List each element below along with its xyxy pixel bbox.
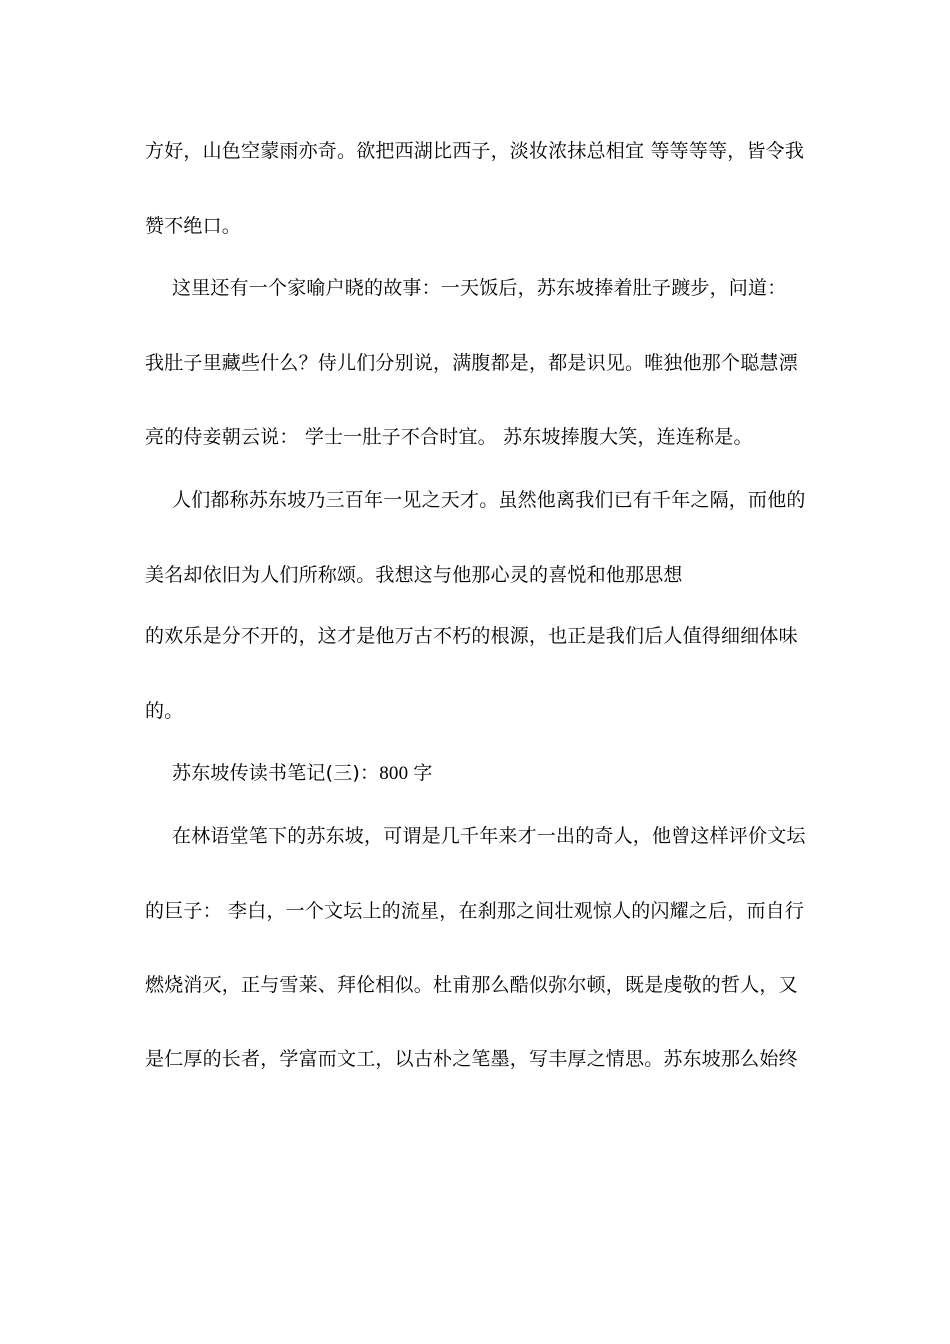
paragraph-line: 燃烧消灭，正与雪莱、拜伦相似。杜甫那么酷似弥尔顿，既是虔敬的哲人，又	[145, 974, 798, 996]
paragraph-line: 这里还有一个家喻户晓的故事：一天饭后，苏东坡捧着肚子踱步，问道：	[172, 277, 787, 299]
section-heading-title: 苏东坡传读书笔记(三)：	[172, 762, 380, 784]
section-heading	[172, 760, 433, 787]
paragraph-line: 亮的侍妾朝云说： 学士一肚子不合时宜。 苏东坡捧腹大笑，连连称是。	[145, 426, 753, 448]
paragraph-line: 方好，山色空蒙雨亦奇。欲把西湖比西子，淡妆浓抹总相宜 等等等等，皆令我	[145, 140, 805, 162]
paragraph-line: 在林语堂笔下的苏东坡，可谓是几千年来才一出的奇人，他曾这样评价文坛	[172, 825, 806, 847]
paragraph-line: 美名却依旧为人们所称颂。我想这与他那心灵的喜悦和他那思想	[145, 564, 683, 586]
paragraph-line: 的欢乐是分不开的，这才是他万古不朽的根源，也正是我们后人值得细细体味	[145, 625, 798, 647]
paragraph-line: 的。	[145, 700, 184, 722]
paragraph-line: 人们都称苏东坡乃三百年一见之天才。虽然他离我们已有千年之隔，而他的	[172, 489, 806, 511]
paragraph-line: 的巨子： 李白，一个文坛上的流星，在刹那之间壮观惊人的闪耀之后，而自行	[145, 900, 805, 922]
paragraph-line: 是仁厚的长者，学富而文工，以古朴之笔墨，写丰厚之情思。苏东坡那么始终	[145, 1048, 798, 1070]
paragraph-line: 赞不绝口。	[145, 215, 242, 237]
section-heading-word-count: 800 字	[379, 763, 433, 784]
paragraph-line: 我肚子里藏些什么？侍儿们分别说，满腹都是，都是识见。唯独他那个聪慧漂	[145, 352, 798, 374]
